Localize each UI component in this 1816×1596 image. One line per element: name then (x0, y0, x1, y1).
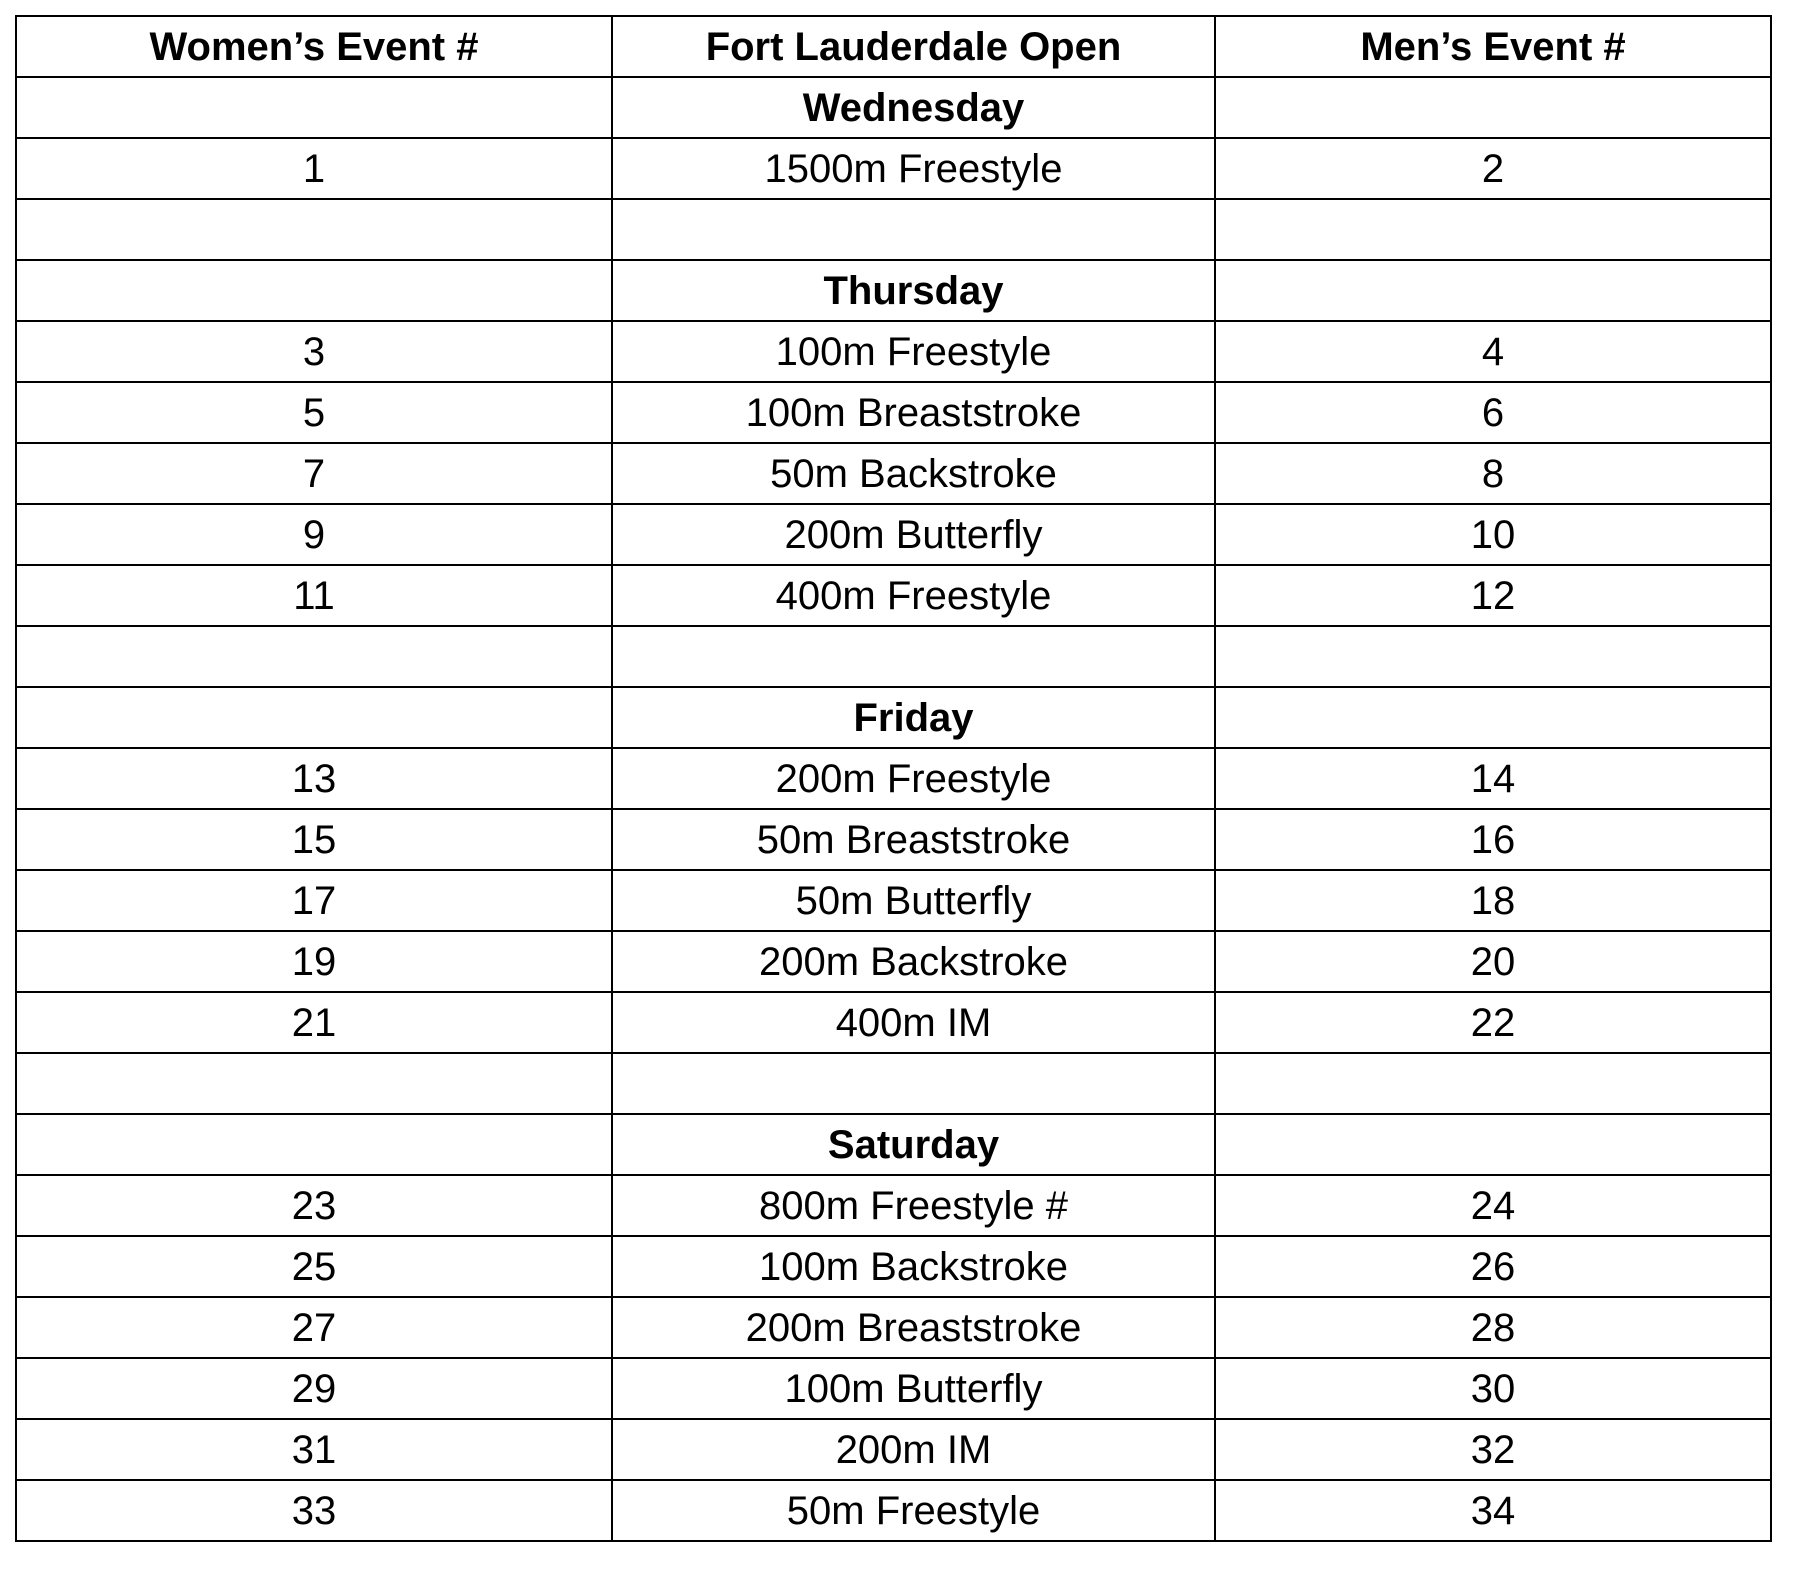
mens-event-number (1215, 1114, 1771, 1175)
day-label: Friday (612, 687, 1215, 748)
womens-event-number: 31 (16, 1419, 612, 1480)
event-schedule-table (15, 15, 1772, 1542)
event-row (16, 748, 1771, 809)
mens-event-number (1215, 199, 1771, 260)
event-name: 100m Butterfly (612, 1358, 1215, 1419)
mens-event-number: 26 (1215, 1236, 1771, 1297)
womens-event-number: 13 (16, 748, 612, 809)
event-name: 400m IM (612, 992, 1215, 1053)
mens-event-number (1215, 260, 1771, 321)
womens-event-number: 25 (16, 1236, 612, 1297)
event-row (16, 1175, 1771, 1236)
womens-event-number: 27 (16, 1297, 612, 1358)
mens-event-number: 12 (1215, 565, 1771, 626)
event-name: 400m Freestyle (612, 565, 1215, 626)
womens-event-number: 5 (16, 382, 612, 443)
event-name: 1500m Freestyle (612, 138, 1215, 199)
mens-event-number: 18 (1215, 870, 1771, 931)
womens-event-number (16, 1053, 612, 1114)
mens-event-number: 6 (1215, 382, 1771, 443)
event-row (16, 382, 1771, 443)
womens-event-number: 21 (16, 992, 612, 1053)
event-name (612, 1053, 1215, 1114)
event-row (16, 1419, 1771, 1480)
event-row (16, 1480, 1771, 1541)
event-name: 50m Backstroke (612, 443, 1215, 504)
womens-event-number: 23 (16, 1175, 612, 1236)
mens-event-number: 30 (1215, 1358, 1771, 1419)
mens-event-number: 16 (1215, 809, 1771, 870)
event-name: 50m Freestyle (612, 1480, 1215, 1541)
event-name (612, 626, 1215, 687)
womens-event-number (16, 626, 612, 687)
event-name: 200m Backstroke (612, 931, 1215, 992)
event-row (16, 321, 1771, 382)
schedule-body (16, 77, 1771, 1541)
mens-event-number: 14 (1215, 748, 1771, 809)
event-row (16, 504, 1771, 565)
womens-event-number (16, 687, 612, 748)
event-row (16, 992, 1771, 1053)
mens-event-number: 34 (1215, 1480, 1771, 1541)
day-row (16, 77, 1771, 138)
event-row (16, 931, 1771, 992)
event-row (16, 1297, 1771, 1358)
event-name: 100m Backstroke (612, 1236, 1215, 1297)
mens-event-number (1215, 626, 1771, 687)
event-name: 200m Freestyle (612, 748, 1215, 809)
mens-event-number (1215, 1053, 1771, 1114)
mens-event-number (1215, 77, 1771, 138)
day-label: Saturday (612, 1114, 1215, 1175)
event-row (16, 565, 1771, 626)
mens-event-number: 20 (1215, 931, 1771, 992)
day-row (16, 1114, 1771, 1175)
mens-event-number: 24 (1215, 1175, 1771, 1236)
event-row (16, 1358, 1771, 1419)
event-name: 200m IM (612, 1419, 1215, 1480)
womens-event-number: 9 (16, 504, 612, 565)
spacer-row (16, 199, 1771, 260)
event-row (16, 1236, 1771, 1297)
mens-event-header: Men’s Event # (1215, 16, 1771, 77)
womens-event-number: 17 (16, 870, 612, 931)
womens-event-number (16, 1114, 612, 1175)
womens-event-number: 33 (16, 1480, 612, 1541)
event-name: 50m Butterfly (612, 870, 1215, 931)
mens-event-number: 8 (1215, 443, 1771, 504)
mens-event-number: 32 (1215, 1419, 1771, 1480)
womens-event-number: 11 (16, 565, 612, 626)
mens-event-number: 2 (1215, 138, 1771, 199)
event-row (16, 443, 1771, 504)
womens-event-number (16, 199, 612, 260)
event-name: 200m Breaststroke (612, 1297, 1215, 1358)
event-name: 800m Freestyle # (612, 1175, 1215, 1236)
mens-event-number (1215, 687, 1771, 748)
womens-event-number: 7 (16, 443, 612, 504)
mens-event-number: 10 (1215, 504, 1771, 565)
womens-event-number (16, 260, 612, 321)
event-row (16, 870, 1771, 931)
womens-event-number: 15 (16, 809, 612, 870)
mens-event-number: 22 (1215, 992, 1771, 1053)
day-row (16, 260, 1771, 321)
event-name: 200m Butterfly (612, 504, 1215, 565)
day-label: Wednesday (612, 77, 1215, 138)
womens-event-header: Women’s Event # (16, 16, 612, 77)
day-label: Thursday (612, 260, 1215, 321)
event-name: 50m Breaststroke (612, 809, 1215, 870)
womens-event-number: 1 (16, 138, 612, 199)
womens-event-number (16, 77, 612, 138)
spacer-row (16, 626, 1771, 687)
womens-event-number: 19 (16, 931, 612, 992)
event-row (16, 809, 1771, 870)
header-row (16, 16, 1771, 77)
mens-event-number: 28 (1215, 1297, 1771, 1358)
mens-event-number: 4 (1215, 321, 1771, 382)
event-name (612, 199, 1215, 260)
spacer-row (16, 1053, 1771, 1114)
event-name: 100m Breaststroke (612, 382, 1215, 443)
meet-title-header: Fort Lauderdale Open (612, 16, 1215, 77)
event-name: 100m Freestyle (612, 321, 1215, 382)
womens-event-number: 29 (16, 1358, 612, 1419)
day-row (16, 687, 1771, 748)
womens-event-number: 3 (16, 321, 612, 382)
event-row (16, 138, 1771, 199)
